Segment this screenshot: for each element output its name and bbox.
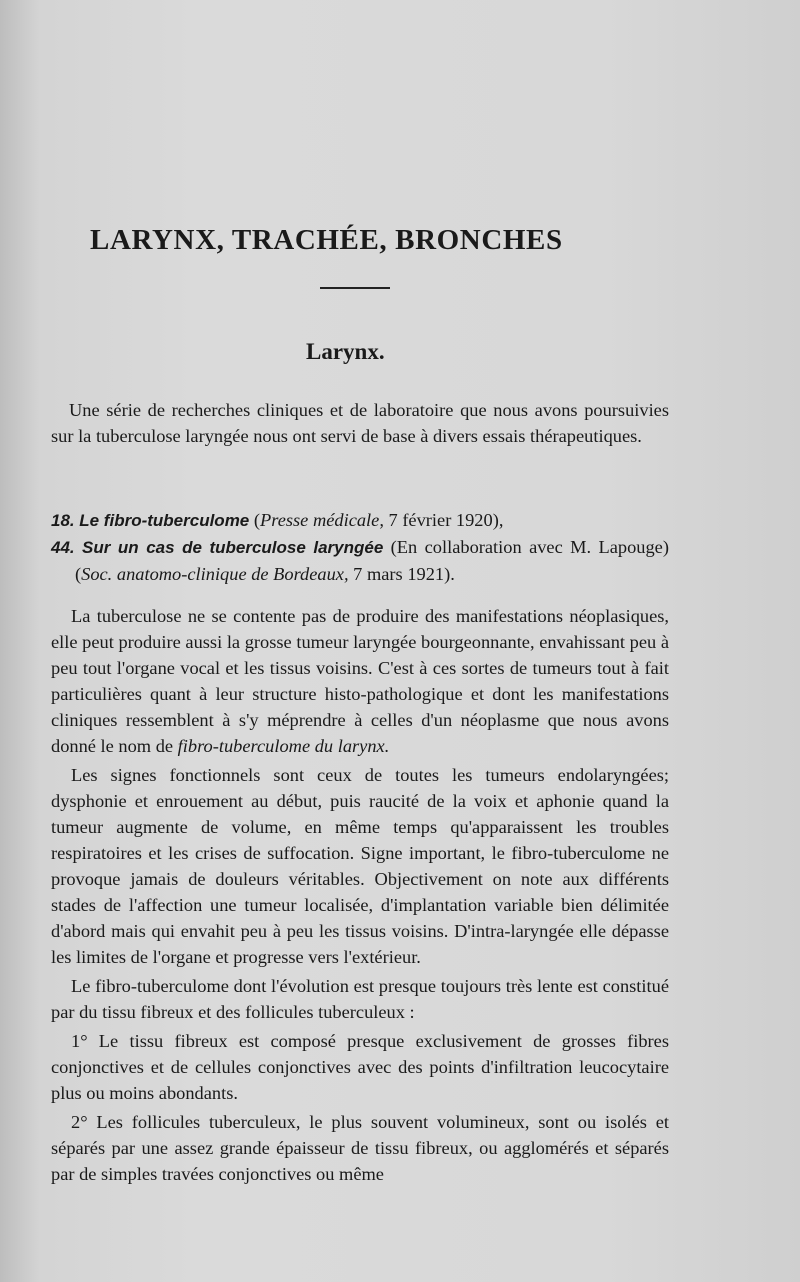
reference-source-open: ( — [249, 510, 260, 530]
reference-date: 7 mars 1921). — [348, 564, 455, 584]
paragraph-text: La tuberculose ne se contente pas de produire des manifestations néoplasiques, elle peut produire aussi la grosse tumeur laryngée bourgeonnante, envahissant peu à peu tout l'organe vocal et les tissus voisins. C'est à ces sortes de tumeurs tout à fait particulières quant à leur structure histo-pathologique et dont les manifestations cliniques ressemblent à s'y méprendre à celles d'un néoplasme que nous avons donné le nom de — [51, 606, 669, 756]
reference-source: Presse médicale, — [260, 510, 384, 530]
reference-collaboration: (En collaboration avec M. Lapouge) ( — [75, 537, 669, 584]
body-paragraph: Le fibro-tuberculome dont l'évolution est presque toujours très lente est constitué par du tissu fibreux et des follicules tuberculeux : — [51, 976, 669, 1022]
chapter-title: LARYNX, TRACHÉE, BRONCHES — [90, 224, 563, 256]
title-divider — [320, 287, 390, 289]
reference-title: Le fibro-tuberculome — [79, 511, 250, 530]
reference-number: 18. — [51, 511, 75, 530]
reference-date: 7 février 1920), — [383, 510, 504, 530]
term-fibro-tuberculome: fibro-tuberculome du larynx. — [177, 736, 390, 756]
reference-item — [51, 534, 669, 587]
reference-title: Sur un cas de tuberculose laryngée — [82, 538, 384, 557]
body-paragraph: 2° Les follicules tuberculeux, le plus souvent volumineux, sont ou isolés et séparés par une assez grande épaisseur de tissu fibreux, ou agglomérés et séparés par de simples travées conjonctives ou même — [51, 1112, 669, 1184]
body-paragraph: Les signes fonctionnels sont ceux de toutes les tumeurs endolaryngées; dysphonie et enrouement au début, puis raucité de la voix et aphonie quand la tumeur augmente de volume, en même temps qu'apparaissent les troubles respiratoires et les crises de suffocation. Signe important, le fibro-tuberculome ne provoque jamais de douleurs véritables. Objectivement on note aux différents stades de l'affection une tumeur localisée, d'implantation variable bien délimitée d'abord mais qui envahit peu à peu les tissus voisins. D'intra-laryngée elle dépasse les limites de l'organe et progresse vers l'extérieur. — [51, 765, 669, 967]
reference-source: Soc. anatomo-clinique de Bordeaux, — [81, 564, 349, 584]
reference-list — [51, 507, 669, 587]
body-paragraph: 1° Le tissu fibreux est composé presque exclusivement de grosses fibres conjonctives et de cellules conjonctives avec des points d'infiltration leucocytaire plus ou moins abondants. — [51, 1031, 669, 1103]
body-paragraph — [51, 603, 669, 759]
section-title: Larynx. — [306, 339, 385, 364]
intro-paragraph: Une série de recherches cliniques et de laboratoire que nous avons poursuivies sur la tuberculose laryngée nous ont servi de base à divers essais thérapeutiques. — [51, 400, 669, 446]
reference-number: 44. — [51, 538, 75, 557]
body-text — [51, 603, 669, 1190]
reference-item — [51, 507, 669, 534]
